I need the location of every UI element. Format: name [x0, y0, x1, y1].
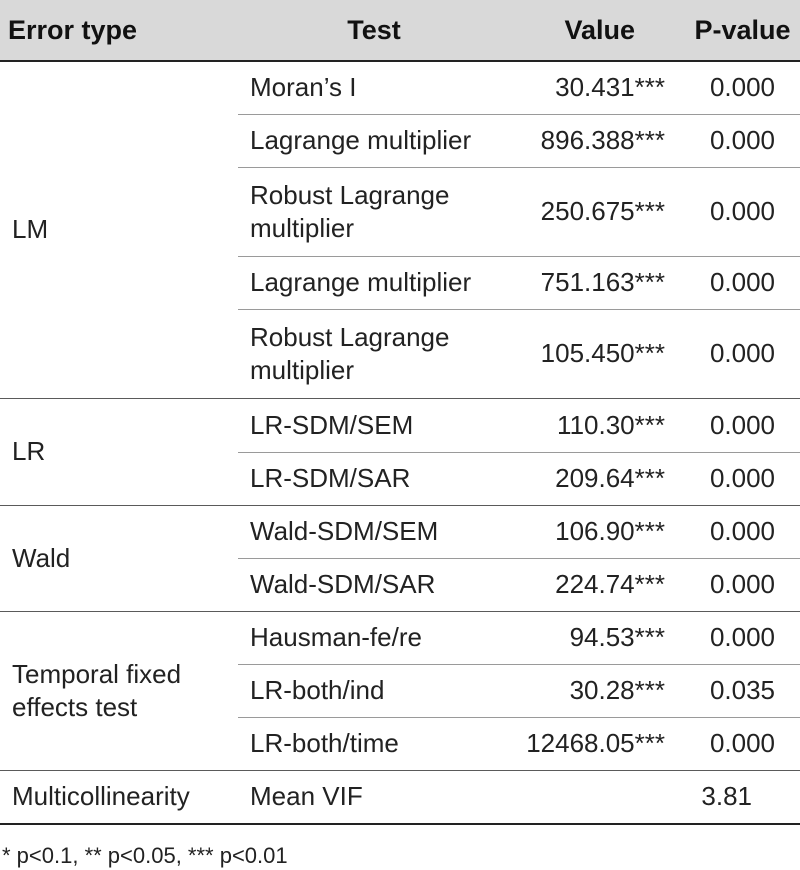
test-name: LR-SDM/SEM: [238, 398, 510, 452]
test-pvalue: 0.000: [685, 61, 800, 114]
table-row: [0, 398, 800, 452]
test-pvalue: 0.000: [685, 114, 800, 167]
table-row: [0, 611, 800, 664]
test-pvalue: 0.000: [685, 398, 800, 452]
test-value: 3.81: [510, 770, 800, 824]
header-value: Value: [510, 0, 685, 61]
test-value: 209.64***: [510, 452, 685, 505]
header-error-type: Error type: [0, 0, 238, 61]
group-label-temporal: Temporal fixed effects test: [0, 611, 238, 770]
test-value: 250.675***: [510, 167, 685, 256]
header-test: Test: [238, 0, 510, 61]
test-name: Robust Lagrange multiplier: [238, 167, 510, 256]
test-value: 12468.05***: [510, 717, 685, 770]
test-value: 30.28***: [510, 664, 685, 717]
table-row: [0, 61, 800, 114]
test-value: 94.53***: [510, 611, 685, 664]
header-row: [0, 0, 800, 61]
test-value: 751.163***: [510, 256, 685, 309]
test-name: Robust Lagrange multiplier: [238, 309, 510, 398]
test-pvalue: 0.000: [685, 558, 800, 611]
test-value: 105.450***: [510, 309, 685, 398]
group-label-lm: LM: [0, 61, 238, 398]
test-name: Wald-SDM/SAR: [238, 558, 510, 611]
test-pvalue: 0.000: [685, 256, 800, 309]
header-pvalue: P-value: [685, 0, 800, 61]
test-name: Lagrange multiplier: [238, 114, 510, 167]
test-name: LR-both/ind: [238, 664, 510, 717]
test-pvalue: 0.000: [685, 611, 800, 664]
significance-note: * p<0.1, ** p<0.05, *** p<0.01: [2, 843, 288, 868]
test-name: Moran’s I: [238, 61, 510, 114]
group-label-wald: Wald: [0, 505, 238, 611]
test-name: Wald-SDM/SEM: [238, 505, 510, 558]
test-name: LR-both/time: [238, 717, 510, 770]
test-value: 896.388***: [510, 114, 685, 167]
test-name: Hausman-fe/re: [238, 611, 510, 664]
test-value: 106.90***: [510, 505, 685, 558]
test-pvalue: 0.000: [685, 717, 800, 770]
test-pvalue: 0.000: [685, 309, 800, 398]
group-label-multicollinearity: Multicollinearity: [0, 770, 238, 824]
test-pvalue: 0.000: [685, 167, 800, 256]
test-value: 110.30***: [510, 398, 685, 452]
table-row: [0, 505, 800, 558]
test-name: LR-SDM/SAR: [238, 452, 510, 505]
test-pvalue: 0.000: [685, 452, 800, 505]
test-pvalue: 0.035: [685, 664, 800, 717]
group-label-lr: LR: [0, 398, 238, 505]
test-value: 224.74***: [510, 558, 685, 611]
test-pvalue: 0.000: [685, 505, 800, 558]
table-row: [0, 770, 800, 824]
test-name: Mean VIF: [238, 770, 510, 824]
test-value: 30.431***: [510, 61, 685, 114]
test-name: Lagrange multiplier: [238, 256, 510, 309]
